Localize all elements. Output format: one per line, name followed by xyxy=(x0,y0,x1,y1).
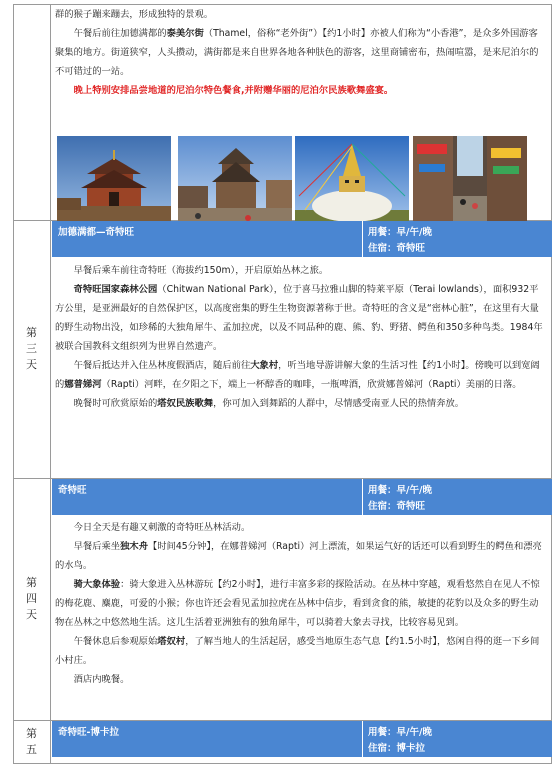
day-cell-top xyxy=(13,4,51,220)
day-5-label: 第五 xyxy=(26,727,37,756)
text: ：骑大象进入丛林游玩【约2小时】，进行丰富多彩的探险活动。在丛林中穿越，观看悠然自在见人不惊的梅花鹿、麋鹿，可爱的小猴；你也许还会看见孟加拉虎在丛林中信步，看到贪食的熊，敏捷的花豹以及众多的野生动物在丛林之中悠然地生活。这儿生活着亚洲独有的独角犀牛，可以骑着大象去寻找，比较容易见到。 xyxy=(55,579,540,628)
paragraph xyxy=(55,280,544,356)
meal-info: 用餐：早/午/晚 xyxy=(368,727,432,738)
text: ，你可加入到舞蹈的人群中，尽情感受南亚人民的热情奔放。 xyxy=(213,398,465,409)
meal-info: 用餐：早/午/晚 xyxy=(368,485,432,496)
text: 午餐后抵达并入住丛林度假酒店，随后前往 xyxy=(73,360,251,371)
text: 【时间45分钟】，在娜普娣河（Rapti）河上漂流，如果运气好的话还可以看到野生的鳄鱼和漂亮的水鸟。 xyxy=(55,541,542,571)
day-cell-4 xyxy=(13,478,51,720)
text: （Thamel，俗称“老外街”）【约1小时】亦被人们称为“小香港”，是众多外国游客聚集的地方。街道狭窄，人头攒动，满街都是来自世界各地各种肤色的游客，这里商铺密布，热闹喧嚣，是来尼泊尔的不可错过的一站。 xyxy=(55,28,539,77)
day-3-header xyxy=(52,221,552,257)
street-market-photo xyxy=(413,136,527,228)
paragraph xyxy=(55,24,544,81)
text: 早餐后乘坐 xyxy=(73,541,121,552)
route-title: 奇特旺-博卡拉 xyxy=(58,727,119,738)
photo-strip xyxy=(57,136,549,228)
divider xyxy=(362,221,363,257)
divider xyxy=(362,721,363,757)
day-3-content xyxy=(55,261,544,413)
text: ，了解当地人的生活起居，感受当地原生态气息【约1.5小时】，悠闲自得的逛一下乡间小村庄。 xyxy=(55,636,540,666)
text: 午餐休息后参观原始 xyxy=(73,636,158,647)
text: （Chitwan National Park），位于喜马拉雅山脚的特莱平原（Terai lowlands），面积932平方公里，是亚洲最好的自然保护区，以高度密集的野生生物资源著称于世。奇特旺的含义是“密林心脏”，在这里有大量的野生动物出没，如珍稀的大独角犀牛、孟加拉虎，以及不同品种的鹿、熊、豹、野猪、鳄鱼和350多种鸟类。1984年被联合国教科文组织列为世界自然遗产。 xyxy=(55,284,543,352)
text: 晚餐时可欣赏原始的 xyxy=(73,398,158,409)
paragraph: 酒店内晚餐。 xyxy=(73,674,130,685)
highlight-text: 独木舟 xyxy=(120,541,148,552)
text: ，听当地导游讲解大象的生活习性【约1小时】。傍晚可以到宽阔的 xyxy=(55,360,540,390)
text: 午餐后前往加德满都的 xyxy=(73,28,167,39)
highlight-text: 大象村 xyxy=(250,360,279,371)
paragraph xyxy=(55,632,544,670)
highlight-text: 塔奴民族歌舞 xyxy=(157,398,214,409)
top-section xyxy=(55,5,544,100)
paragraph: 群的猴子蹦来蹦去，形成独特的景观。 xyxy=(55,9,214,20)
day-4-label: 第四天 xyxy=(26,576,37,621)
day-3-label: 第三天 xyxy=(26,326,37,371)
hotel-info: 住宿：博卡拉 xyxy=(368,743,426,754)
hotel-info: 住宿：奇特旺 xyxy=(368,501,426,512)
day-cell-5 xyxy=(13,720,51,764)
paragraph xyxy=(55,394,544,413)
red-note: 晚上特别安排品尝地道的尼泊尔特色餐食,并附赠华丽的尼泊尔民族歌舞盛宴。 xyxy=(73,85,394,96)
route-title: 奇特旺 xyxy=(58,485,87,496)
highlight-text: 骑大象体验 xyxy=(73,579,121,590)
temple-square-photo xyxy=(178,136,292,228)
stupa-photo xyxy=(295,136,409,228)
divider xyxy=(362,479,363,515)
paragraph: 早餐后乘车前往奇特旺（海拔约150m），开启原始丛林之旅。 xyxy=(73,265,329,276)
highlight-text: 塔奴村 xyxy=(157,636,186,647)
day-cell-3 xyxy=(13,220,51,478)
hotel-info: 住宿：奇特旺 xyxy=(368,243,426,254)
paragraph xyxy=(55,537,544,575)
route-title: 加德满都—奇特旺 xyxy=(58,227,135,238)
pagoda-temple-photo xyxy=(57,136,171,228)
paragraph xyxy=(55,356,544,394)
day-5-header xyxy=(52,721,552,757)
text: （Rapti）河畔，在夕阳之下，端上一杯醇香的咖啡，一瓶啤酒，欣赏娜普娣河（Rapti）美丽的日落。 xyxy=(101,379,522,390)
highlight-text: 娜普娣河 xyxy=(64,379,102,390)
day-4-header xyxy=(52,479,552,515)
day-4-content xyxy=(55,518,544,689)
paragraph xyxy=(55,575,544,632)
highlight-text: 奇特旺国家森林公园 xyxy=(73,284,158,295)
highlight-text: 泰美尔街 xyxy=(166,28,204,39)
meal-info: 用餐：早/午/晚 xyxy=(368,227,432,238)
paragraph: 今日全天是有趣又刺激的奇特旺丛林活动。 xyxy=(73,522,251,533)
